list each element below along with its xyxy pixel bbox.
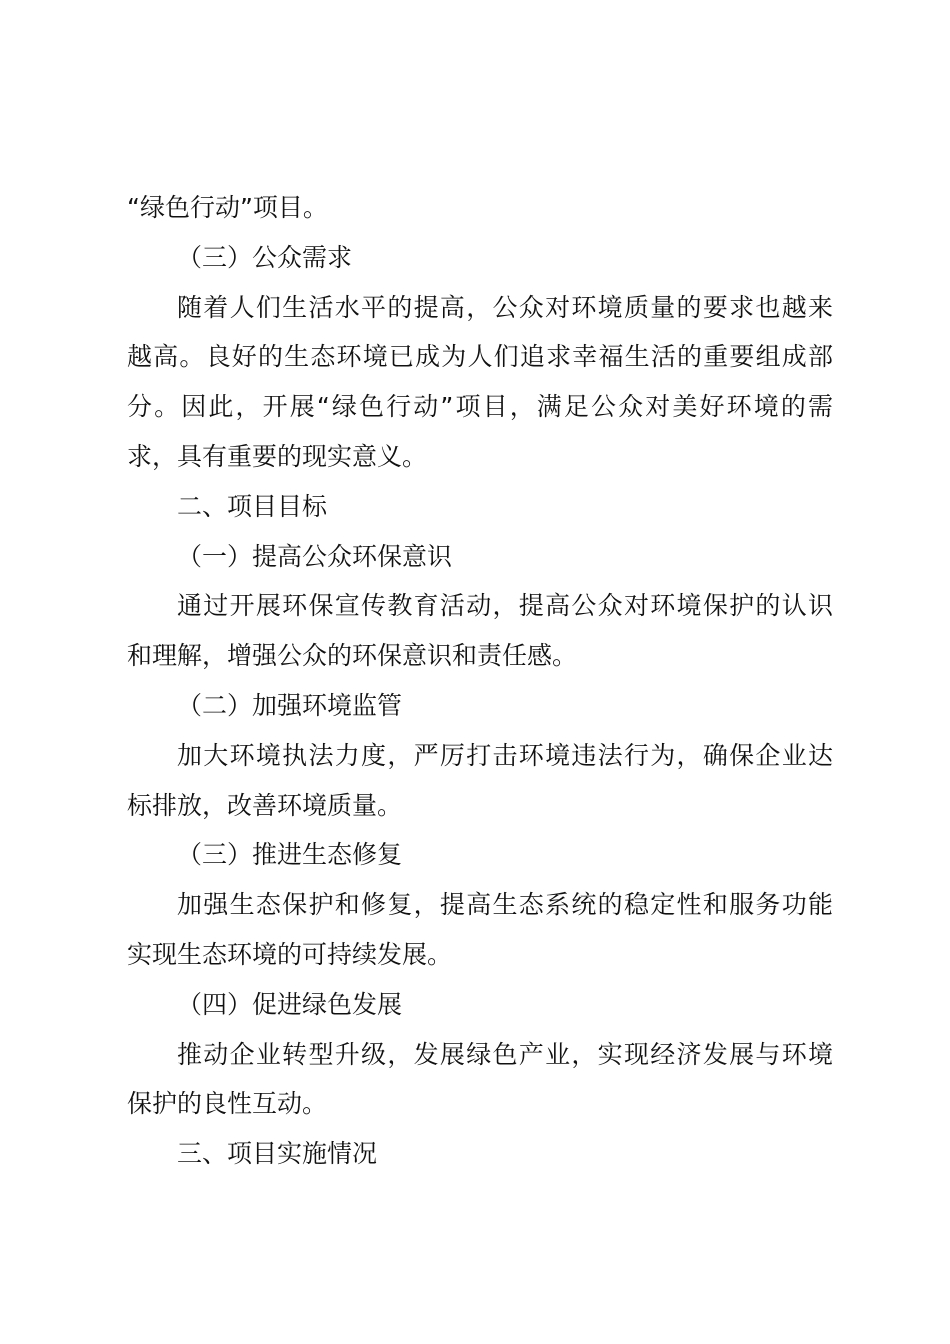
text-line: 随着人们生活水平的提高，公众对环境质量的要求也越来 bbox=[177, 292, 833, 322]
text-line: 通过开展环保宣传教育活动，提高公众对环境保护的认识 bbox=[177, 591, 833, 621]
text-line: 分。因此，开展“绿色行动”项目，满足公众对美好环境的需 bbox=[127, 392, 833, 422]
text-line: “绿色行动”项目。 bbox=[127, 193, 328, 222]
text-line: 求，具有重要的现实意义。 bbox=[127, 441, 428, 471]
text-line: 二、项目目标 bbox=[177, 491, 328, 521]
text-line: 实现生态环境的可持续发展。 bbox=[127, 939, 453, 969]
text-line: 和理解，增强公众的环保意识和责任感。 bbox=[127, 641, 578, 671]
text-line: （二）加强环境监管 bbox=[177, 690, 403, 720]
text-line: 越高。良好的生态环境已成为人们追求幸福生活的重要组成部 bbox=[127, 342, 833, 372]
text-line: 保护的良性互动。 bbox=[127, 1089, 328, 1119]
text-line: 加大环境执法力度，严厉打击环境违法行为，确保企业达 bbox=[177, 740, 833, 770]
text-line: （四）促进绿色发展 bbox=[177, 989, 403, 1019]
text-line: 推动企业转型升级，发展绿色产业，实现经济发展与环境 bbox=[177, 1039, 833, 1069]
text-line: 标排放，改善环境质量。 bbox=[127, 790, 403, 820]
document-body bbox=[127, 183, 833, 1179]
text-line: （三）公众需求 bbox=[177, 242, 353, 272]
text-line: （三）推进生态修复 bbox=[177, 840, 403, 870]
text-line: 加强生态保护和修复，提高生态系统的稳定性和服务功能 bbox=[177, 890, 833, 920]
text-line: （一）提高公众环保意识 bbox=[177, 541, 453, 571]
text-line: 三、项目实施情况 bbox=[177, 1139, 378, 1169]
